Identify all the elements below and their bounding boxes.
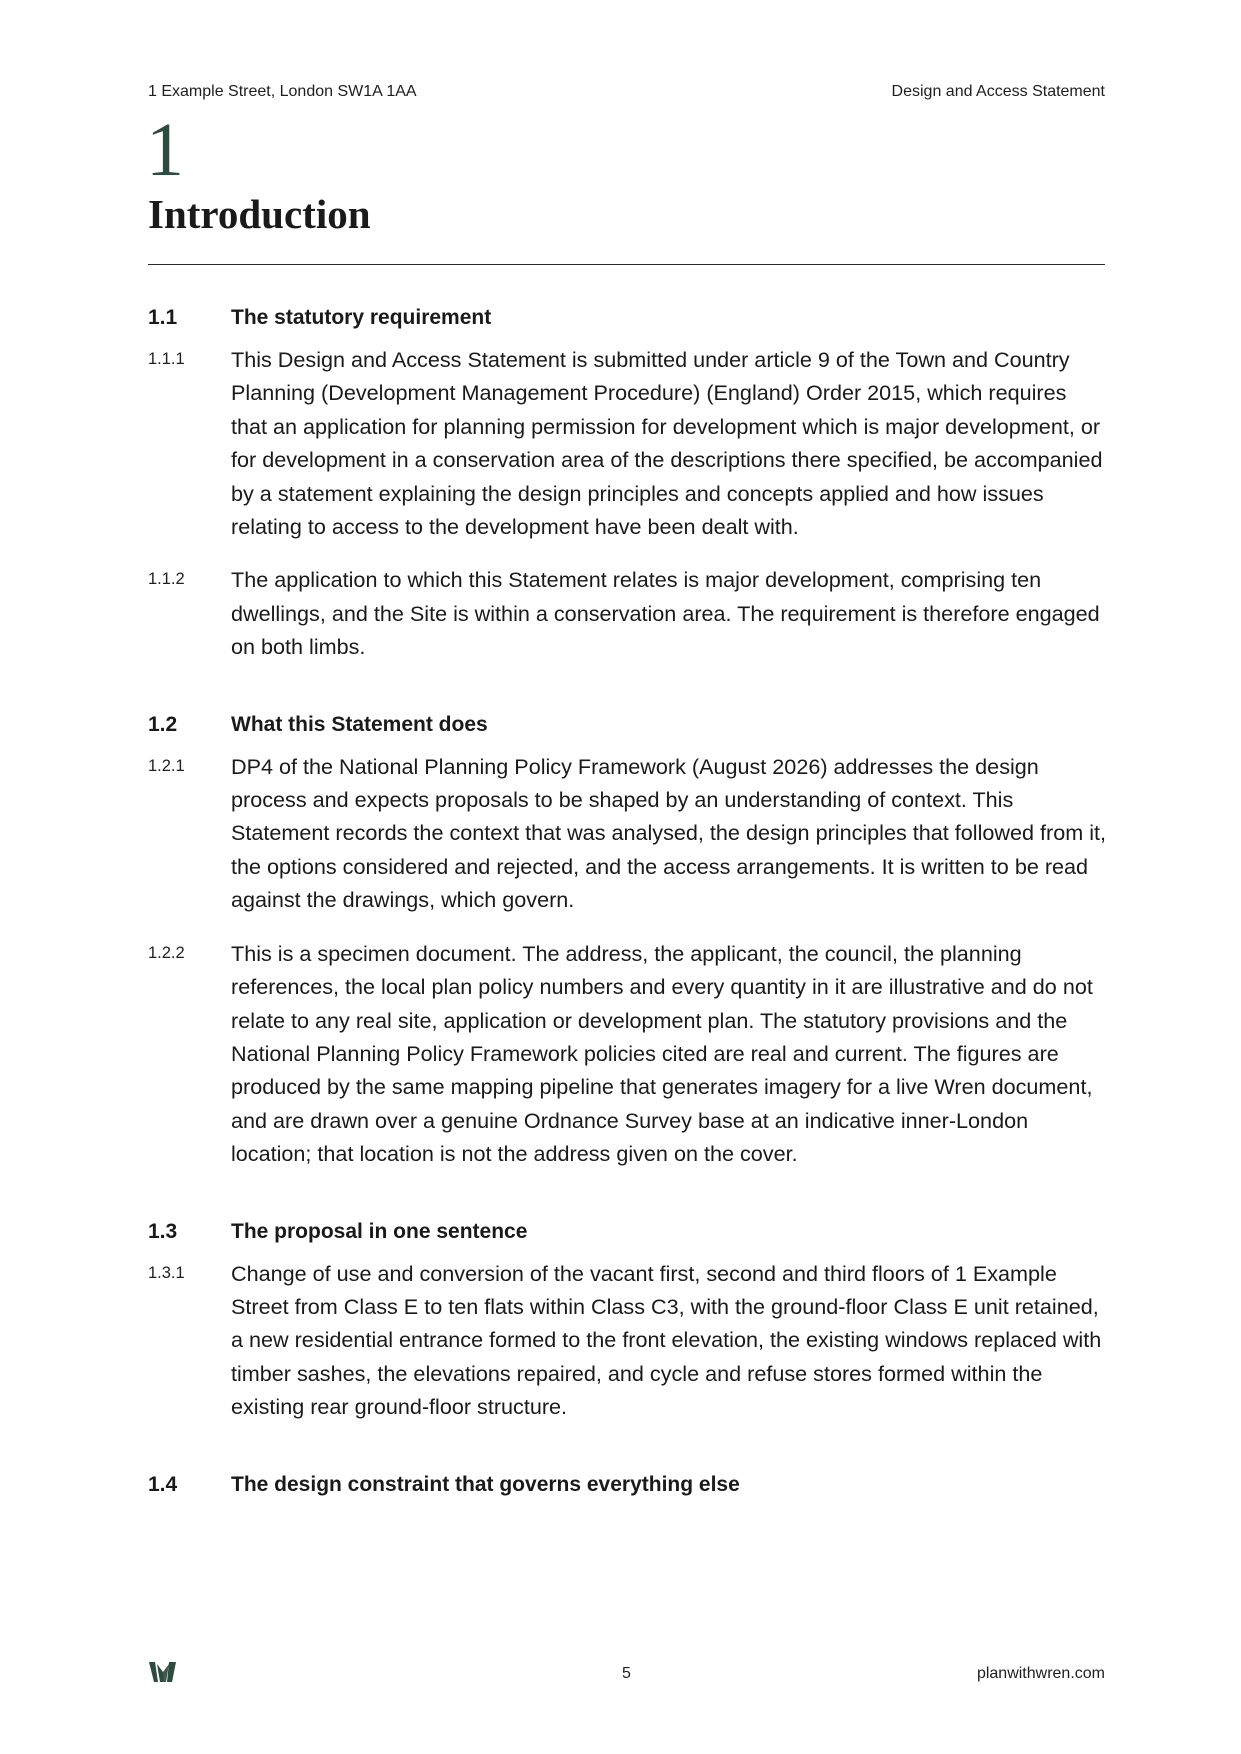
section-title: The statutory requirement [231,306,492,329]
page-footer [148,1656,1105,1692]
section-title: The proposal in one sentence [231,1219,528,1243]
paragraph [148,1257,1108,1424]
paragraph-number: 1.3.1 [148,1263,185,1282]
section-number: 1.2 [148,712,178,736]
section-title: The design constraint that governs everything else [231,1472,740,1496]
page-number: 5 [622,1665,631,1682]
header-address: 1 Example Street, London SW1A 1AA [148,83,417,100]
page-header [148,83,1105,101]
chapter-number: 1 [146,108,184,192]
paragraph [148,563,1108,663]
chapter-divider [148,264,1105,265]
paragraph-number: 1.2.1 [148,756,185,775]
header-document-title: Design and Access Statement [891,83,1105,100]
section-number: 1.1 [148,306,178,329]
paragraph-text: The application to which this Statement relates is major development, comprising ten dwellings, and the Site is within a conservation area. The requirement is therefore engaged on both limbs. [231,567,1100,660]
paragraph-number: 1.2.2 [148,943,185,962]
section-number: 1.4 [148,1472,178,1496]
paragraph [148,750,1108,917]
paragraph-text: DP4 of the National Planning Policy Framework (August 2026) addresses the design process and expects proposals to be shaped by an understanding of context. This Statement records the context that was analysed, the design principles that followed from it, the options considered and rejected, and the access arrangements. It is written to be read against the drawings, which govern. [231,753,1107,913]
section-heading [148,303,1108,333]
section-heading [148,1217,1108,1247]
section-title: What this Statement does [231,712,488,736]
footer-website-link[interactable]: planwithwren.com [976,1665,1105,1682]
paragraph [148,937,1108,1171]
chapter-title: Introduction [148,191,371,237]
section-heading [148,1470,1108,1500]
paragraph-number: 1.1.1 [148,350,185,368]
paragraph-text: This Design and Access Statement is submitted under article 9 of the Town and Country Planning (Development Management Procedure) (England) Order 2015, which requires that an application for planning permission for development which is major development, or for development in a conservation area of the descriptions there specified, be accompanied by a statement explaining the design principles and concepts applied and how issues relating to access to the development have been dealt with. [231,347,1103,540]
paragraph-number: 1.1.2 [148,570,185,589]
paragraph-text: This is a specimen document. The address, the applicant, the council, the planning references, the local plan policy numbers and every quantity in it are illustrative and do not relate to any real site, application or development plan. The statutory provisions and the National Planning Policy Framework policies cited are real and current. The figures are produced by the same mapping pipeline that generates imagery for a live Wren document, and are drawn over a genuine Ordnance Survey base at an indicative inner-London location; that location is not the address given on the cover. [231,940,1093,1167]
paragraph-text: Change of use and conversion of the vacant first, second and third floors of 1 Example Street from Class E to ten flats within Class C3, with the ground-floor Class E unit retained, a new residential entrance formed to the front elevation, the existing windows replaced with timber sashes, the elevations repaired, and cycle and refuse stores formed within the existing rear ground-floor structure. [231,1260,1102,1420]
document-body [148,303,1108,1510]
paragraph [148,343,1108,543]
section-number: 1.3 [148,1219,178,1243]
section-heading [148,710,1108,740]
